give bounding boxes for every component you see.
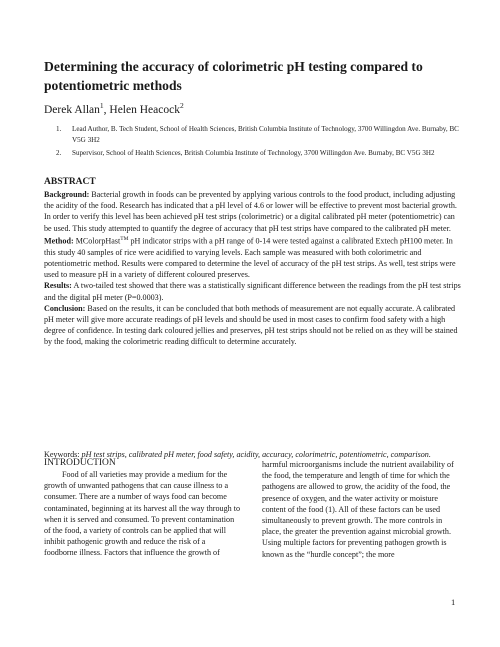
keywords-text: pH test strips, calibrated pH meter, food safety, acidity, accuracy, colorimetric, potentiometric, comparison. [81,450,431,459]
method-brand: MColorpHast [73,236,121,246]
author-superscript: 2 [179,101,184,110]
affiliation-number: 2. [56,149,62,157]
method-text: pH indicator strips with a pH range of 0-14 were tested against a calibrated Extech pH100 meter. In this study 40 samples of rice were acidified to varying levels. Each sample was measured with both colorimetric and potentiometric method. Results were compared to determine the level of accuracy of the pH test strips. As well, test strips were used to measure pH in a variety of different coloured preserves. [44,236,456,280]
affiliation-text: Supervisor, School of Health Sciences, British Columbia Institute of Technology, 3700 Willingdon Ave. Burnaby, BC V5G 3H2 [72,149,435,157]
method-label: Method: [44,236,74,246]
abstract-body [44,189,462,348]
background-label: Background: [44,190,90,199]
background-text: Bacterial growth in foods can be prevented by applying various controls to the food product, including adjusting the acidity of the food. Research has indicated that a pH level of 4.6 or lower will be effective to prevent most bacterial growth. In order to verify this level has been achieved pH test strips (colorimetric) or a digital calibrated pH meter (potentiometric) can be used. This study attempted to quantify the degree of accuracy that pH test strips have compared to the calibrated pH meter. [44,190,457,233]
affiliation-item [56,124,460,146]
trademark-superscript: TM [120,235,129,242]
results-text: A two-tailed test showed that there was a statistically significant difference between the readings from the pH test strips and the digital pH meter (P=0.0003). [44,281,461,302]
author-separator: , [103,103,110,116]
author-name: Derek Allan [44,103,100,116]
affiliation-text: Lead Author, B. Tech Student, School of Health Sciences, British Columbia Institute of Technology, 3700 Willingdon Ave. Burnaby, BC V5G 3H2 [72,125,459,144]
intro-heading: INTRODUCTION [44,458,116,468]
abstract-heading: ABSTRACT [44,177,96,187]
keywords-label: Keywords: [44,450,82,459]
conclusion-label: Conclusion: [44,303,86,313]
intro-column-right [262,459,458,560]
results-label: Results: [44,281,72,291]
intro-paragraph-right: harmful microorganisms include the nutrient availability of the food, the temperature and length of time for which the pathogens are allowed to grow, the acidity of the food, the presence of oxygen, and the water activity or moisture content of the food (1). All of these factors can be used simultaneously to prevent growth. The more controls in place, the greater the prevention against microbial growth. Using multiple factors for preventing pathogen growth is known as the “hurdle concept”; the more [262,460,454,559]
paper-title: Determining the accuracy of colorimetric pH testing compared to potentiometric methods [44,59,423,93]
abstract-method [44,234,462,281]
author-superscript: 1 [99,101,104,110]
author-name: Helen Heacock [109,103,180,116]
author-list [44,98,184,118]
affiliation-list [56,124,460,161]
abstract-background [44,189,462,234]
intro-paragraph-left: Food of all varieties may provide a medium for the growth of unwanted pathogens that can cause illness to a consumer. There are a number of ways food can become contaminated, beginning at its harvest all the way through to when it is served and consumed. To prevent contamination of the food, a variety of controls can be applied that will inhibit pathogenic growth and reduce the risk of a foodborne illness. Factors that influence the growth of [44,470,241,558]
page-number: 1 [451,597,456,607]
abstract-conclusion [44,303,462,348]
intro-column-left [44,457,240,559]
affiliation-number: 1. [56,125,62,133]
abstract-results [44,280,462,302]
affiliation-item [56,148,460,159]
conclusion-text: Based on the results, it can be concluded that both methods of measurement are not equally accurate. A calibrated pH meter will give more accurate readings of pH levels and should be used in most cases to confirm food safety with a high degree of confidence. In testing dark coloured jellies and preserves, pH test strips should not be relied on as they will be stained by the food, making the colorimetric reading difficult to determine accurately. [44,303,458,347]
